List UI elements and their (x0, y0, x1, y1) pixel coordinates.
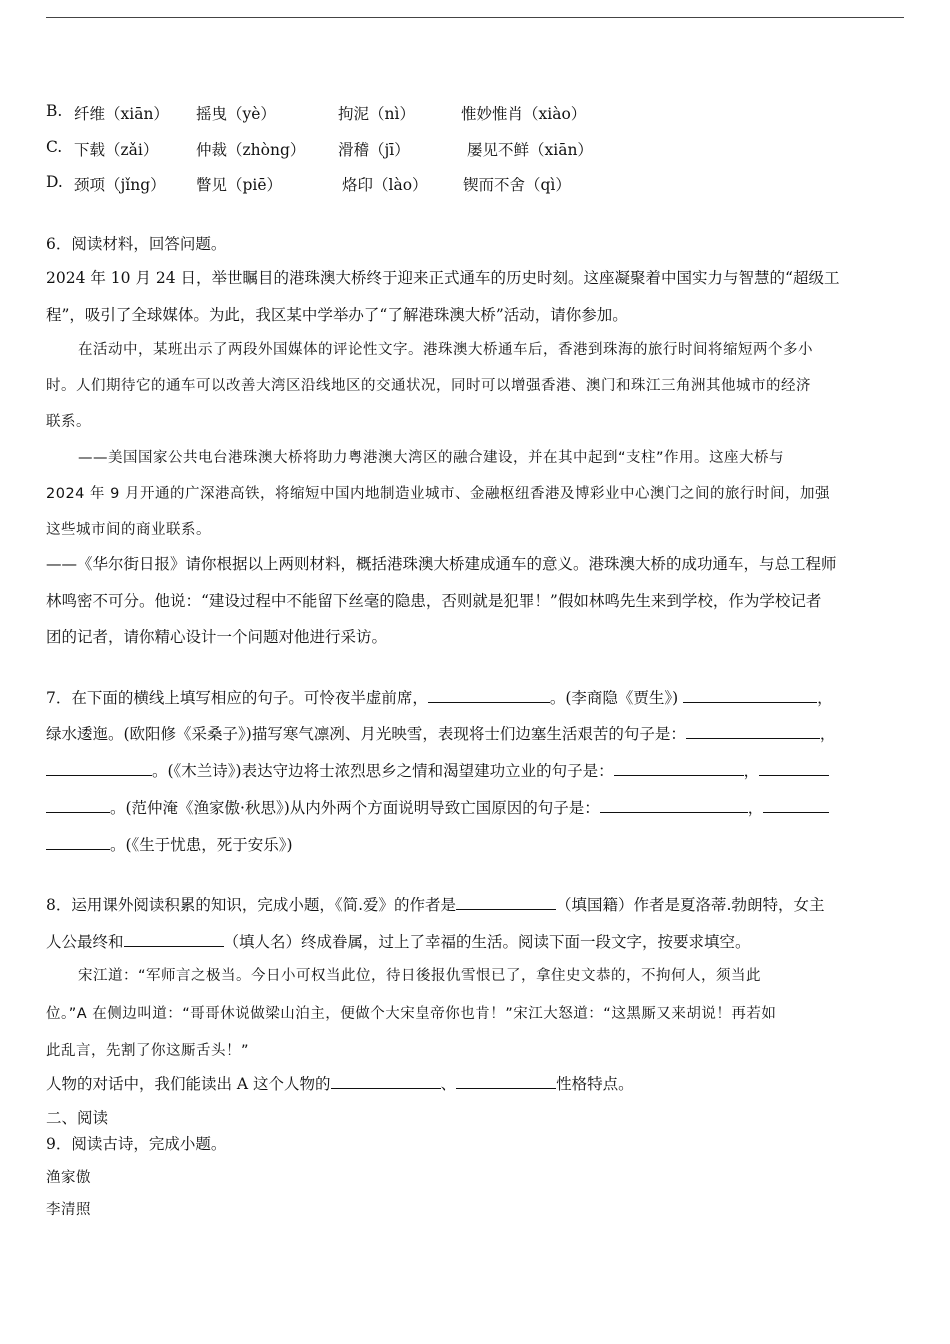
q7-text: ， (817, 689, 833, 707)
answer-blank[interactable] (428, 688, 550, 703)
q7-text: 绿水逶迤。(欧阳修《采桑子》)描写寒气凛冽、月光映雪，表现将士们边塞生活艰苦的句子是： (46, 725, 686, 743)
q8-line-6 (46, 1074, 634, 1094)
answer-blank[interactable] (46, 798, 110, 813)
section-heading: 二、阅读 (46, 1109, 109, 1127)
q8-excerpt-line: 宋江道：“军师言之极当。今日小可权当此位，待日後报仇雪恨已了，拿住史文恭的，不拘何人，须当此 (78, 968, 762, 984)
q8-line-2 (46, 932, 751, 952)
answer-blank[interactable] (759, 761, 829, 776)
q7-line-4 (46, 798, 829, 818)
option-c-item-2: 仲裁（zhòng） (196, 141, 306, 159)
q6-quote-line: 这些城市间的商业联系。 (46, 522, 211, 538)
q7-line-1 (46, 688, 833, 708)
q6-quote-line: 时。人们期待它的通车可以改善大湾区沿线地区的交通状况，同时可以增强香港、澳门和珠江三角洲其他城市的经济 (46, 378, 811, 394)
answer-blank[interactable] (614, 761, 744, 776)
q7-line-3 (46, 761, 829, 781)
q6-quote-line: 联系。 (46, 414, 91, 430)
answer-blank[interactable] (456, 1074, 556, 1089)
answer-blank[interactable] (124, 932, 224, 947)
q8-line-1 (46, 895, 824, 915)
option-d-item-4: 锲而不舍（qì） (463, 176, 571, 194)
q7-text: 7．在下面的横线上填写相应的句子。可怜夜半虚前席， (46, 689, 428, 707)
option-d-item-1: 颈项（jǐng） (74, 176, 166, 194)
answer-blank[interactable] (331, 1074, 441, 1089)
q7-text: 。(范仲淹《渔家傲·秋思》)从内外两个方面说明导致亡国原因的句子是： (110, 799, 600, 817)
answer-blank[interactable] (683, 688, 817, 703)
q8-excerpt-line: 此乱言，先割了你这厮舌头！” (46, 1043, 250, 1059)
q8-text: 、 (440, 1075, 457, 1093)
q8-text: 人公最终和 (46, 933, 124, 951)
q6-prompt-line: 团的记者，请你精心设计一个问题对他进行采访。 (46, 628, 388, 646)
option-b-item-3: 拘泥（nì） (338, 105, 415, 123)
answer-blank[interactable] (686, 724, 820, 739)
q6-quote-line: 在活动中，某班出示了两段外国媒体的评论性文字。港珠澳大桥通车后，香港到珠海的旅行时间将缩短两个多小 (78, 342, 813, 358)
q6-prompt-line: ——《华尔街日报》请你根据以上两则材料，概括港珠澳大桥建成通车的意义。港珠澳大桥的成功通车，与总工程师 (46, 555, 837, 573)
option-b-label: B. (46, 102, 63, 120)
q7-line-2 (46, 724, 835, 744)
q8-text: （填人名）终成眷属，过上了幸福的生活。阅读下面一段文字，按要求填空。 (223, 933, 751, 951)
answer-blank[interactable] (600, 798, 748, 813)
option-b-item-4: 惟妙惟肖（xiào） (461, 105, 587, 123)
q6-paragraph-line: 2024 年 10 月 24 日，举世瞩目的港珠澳大桥终于迎来正式通车的历史时刻。这座凝聚着中国实力与智慧的“超级工 (46, 269, 840, 287)
q6-heading: 6．阅读材料，回答问题。 (46, 235, 227, 253)
q6-quote-line: 2024 年 9 月开通的广深港高铁，将缩短中国内地制造业城市、金融枢纽香港及博彩业中心澳门之间的旅行时间，加强 (46, 486, 830, 502)
q7-text: 。(李商隐《贾生》) (549, 689, 679, 707)
q9-heading: 9．阅读古诗，完成小题。 (46, 1135, 227, 1153)
q8-text: 性格特点。 (556, 1075, 634, 1093)
option-c-item-4: 屡见不鲜（xiān） (467, 141, 593, 159)
option-c-item-1: 下载（zǎi） (74, 141, 159, 159)
q7-text: ， (819, 725, 836, 743)
option-b-item-2: 摇曳（yè） (196, 105, 276, 123)
option-d-label: D. (46, 173, 63, 191)
answer-blank[interactable] (46, 761, 152, 776)
q7-line-5 (46, 835, 293, 855)
option-b-item-1: 纤维（xiān） (74, 105, 169, 123)
answer-blank[interactable] (46, 835, 110, 850)
q6-prompt-line: 林鸣密不可分。他说：“建设过程中不能留下丝毫的隐患，否则就是犯罪！”假如林鸣先生来到学校，作为学校记者 (46, 592, 822, 610)
poem-author: 李清照 (46, 1202, 91, 1218)
answer-blank[interactable] (763, 798, 829, 813)
q7-text: 。(《生于忧患，死于安乐》) (110, 836, 293, 854)
q7-text: ， (747, 799, 764, 817)
top-rule (46, 17, 904, 18)
q7-text: ， (743, 762, 760, 780)
q8-text: （填国籍）作者是夏洛蒂.勃朗特，女主 (556, 896, 825, 914)
q8-text: 8．运用课外阅读积累的知识，完成小题，《简.爱》的作者是 (46, 896, 457, 914)
option-d-item-2: 瞥见（piē） (196, 176, 283, 194)
q7-text: 。(《木兰诗》)表达守边将士浓烈思乡之情和渴望建功立业的句子是： (152, 762, 614, 780)
q8-text: 人物的对话中，我们能读出 A 这个人物的 (46, 1075, 331, 1093)
answer-blank[interactable] (456, 895, 556, 910)
q6-paragraph-line: 程”，吸引了全球媒体。为此，我区某中学举办了“了解港珠澳大桥”活动，请你参加。 (46, 306, 628, 324)
option-c-item-3: 滑稽（jī） (338, 141, 410, 159)
q8-excerpt-line: 位。”A 在侧边叫道：“哥哥休说做梁山泊主，便做个大宋皇帝你也肯！”宋江大怒道：“这黑厮又来胡说！再若如 (46, 1006, 777, 1022)
poem-title: 渔家傲 (46, 1170, 91, 1186)
q6-source-line: ——美国国家公共电台港珠澳大桥将助力粤港澳大湾区的融合建设，并在其中起到“支柱”作用。这座大桥与 (78, 450, 785, 466)
option-d-item-3: 烙印（lào） (342, 176, 428, 194)
option-c-label: C. (46, 138, 63, 156)
